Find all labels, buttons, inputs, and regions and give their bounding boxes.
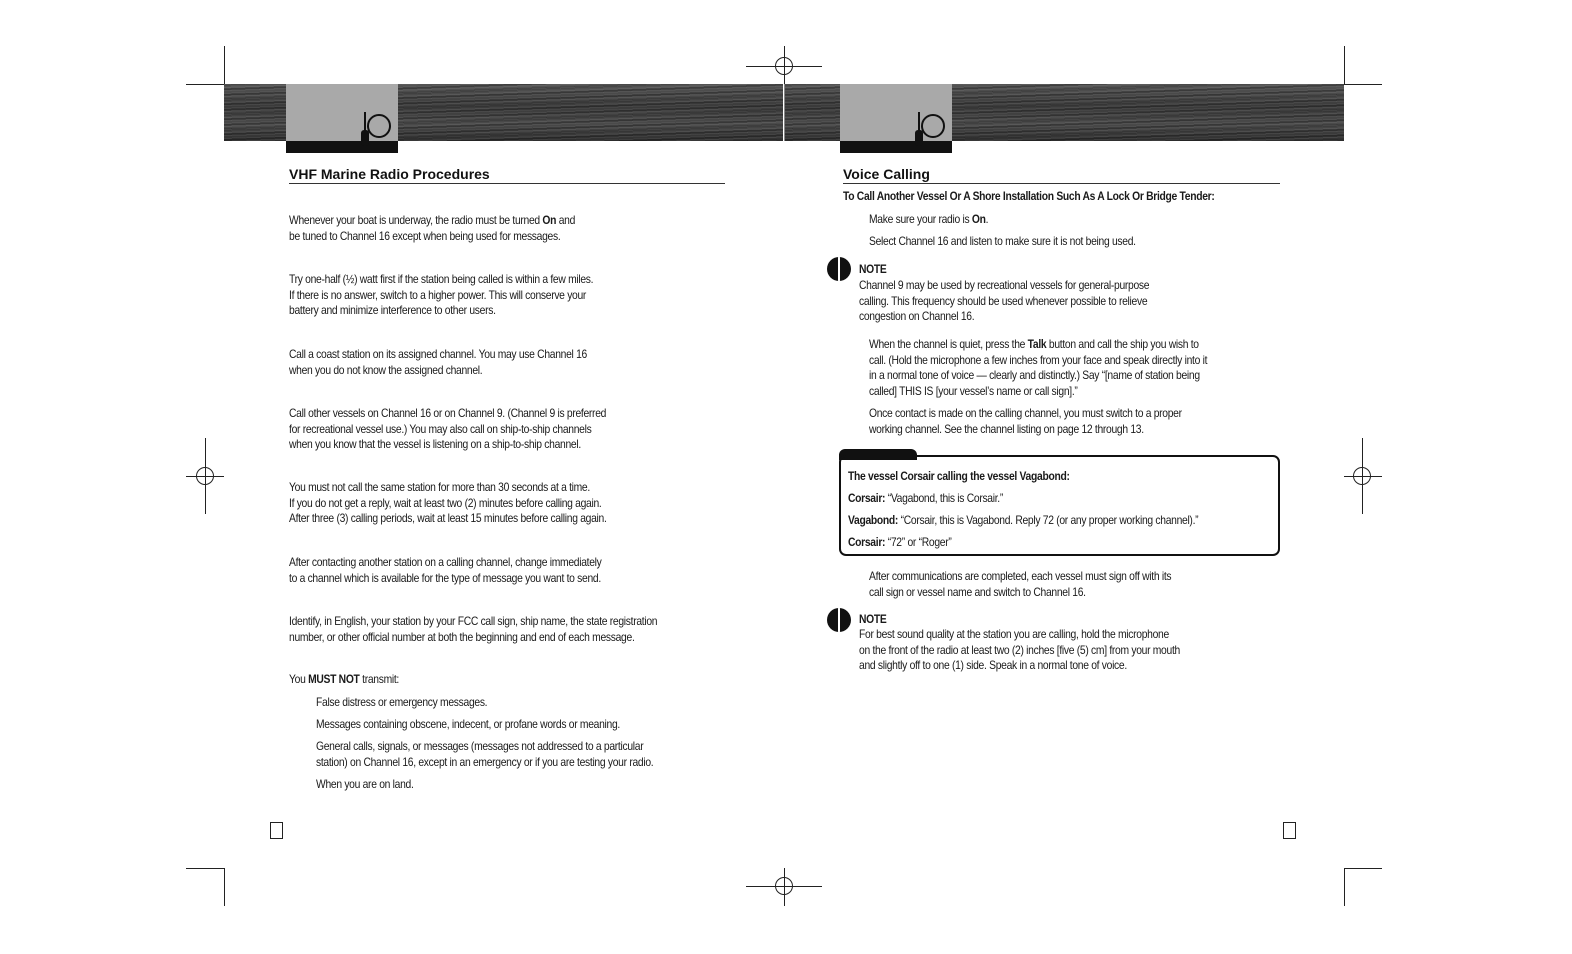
registration-mark [775,57,793,75]
note-icon [827,257,851,281]
crop-mark [1344,46,1345,84]
paragraph: Whenever your boat is underway, the radio must be turned On and be tuned to Channel 16 except when being used for messages. [289,213,576,243]
crop-mark [1344,868,1345,906]
list-item: Messages containing obscene, indecent, or profane words or meaning. [316,717,620,731]
page-title: Voice Calling [843,166,1280,184]
page-icon [270,822,283,839]
step: Select Channel 16 and listen to make sure it is not being used. [869,234,1136,248]
note-text: For best sound quality at the station you are calling, hold the microphone on the front of the radio at least two (2) inches [five (5) cm] from your mouth and slightly off to one (1) side. Speak in a normal tone of voice. [859,627,1180,673]
step: Once contact is made on the calling channel, you must switch to a proper working channel. See the channel listing on page 12 through 13. [869,406,1182,436]
note-label: NOTE [859,612,887,626]
example-line: Corsair: “72” or “Roger” [848,535,952,549]
crop-mark [1344,868,1382,869]
page-icon [1283,822,1296,839]
registration-mark [1353,467,1371,485]
crop-mark [186,84,224,85]
step: When the channel is quiet, press the Talk button and call the ship you wish to call. (Hold the microphone a few inches from your face and speak directly into it in a normal tone of voice — clearly and distinctly.) Say “[name of station being called] THIS IS [your vessel’s name or call sign].” [869,337,1208,398]
crop-mark [224,868,225,906]
step: Make sure your radio is On. [869,212,989,226]
paragraph: You MUST NOT transmit: [289,672,399,686]
list-item: When you are on land. [316,777,414,791]
crop-mark [186,868,224,869]
subheading: To Call Another Vessel Or A Shore Installation Such As A Lock Or Bridge Tender: [843,189,1215,203]
paragraph: Call a coast station on its assigned channel. You may use Channel 16 when you do not know the assigned channel. [289,347,587,377]
paragraph: Identify, in English, your station by your FCC call sign, ship name, the state registration number, or other official number at both the beginning and end of each message. [289,614,658,644]
note-icon [827,608,851,632]
note-label: NOTE [859,262,887,276]
crop-mark [224,46,225,84]
crop-mark [1344,84,1382,85]
radio-icon [358,110,394,148]
paragraph: Try one-half (½) watt first if the station being called is within a few miles. If there is no answer, switch to a higher power. This will conserve your battery and minimize interference to other users. [289,272,594,318]
list-item: General calls, signals, or messages (messages not addressed to a particular station) on Channel 16, except in an emergency or if you are testing your radio. [316,739,654,769]
registration-mark [775,877,793,895]
note-text: Channel 9 may be used by recreational vessels for general-purpose calling. This frequency should be used whenever possible to relieve congestion on Channel 16. [859,278,1150,324]
example-title: The vessel Corsair calling the vessel Vagabond: [848,469,1070,483]
radio-icon [912,110,948,148]
paragraph: Call other vessels on Channel 16 or on Channel 9. (Channel 9 is preferred for recreational vessel use.) You may also call on ship-to-ship channels when you know that the vessel is listening on a ship-to-ship channel. [289,406,607,452]
example-line: Corsair: “Vagabond, this is Corsair.” [848,491,1004,505]
page-gutter [784,84,785,141]
paragraph: After contacting another station on a calling channel, change immediately to a channel which is available for the type of message you want to send. [289,555,602,585]
page-title: VHF Marine Radio Procedures [289,166,725,184]
registration-mark [196,467,214,485]
paragraph: You must not call the same station for more than 30 seconds at a time. If you do not get a reply, wait at least two (2) minutes before calling again. After three (3) calling periods, wait at least 15 minutes before calling again. [289,480,607,526]
example-line: Vagabond: “Corsair, this is Vagabond. Reply 72 (or any proper working channel).” [848,513,1199,527]
list-item: False distress or emergency messages. [316,695,488,709]
step: After communications are completed, each vessel must sign off with its call sign or vessel name and switch to Channel 16. [869,569,1172,599]
